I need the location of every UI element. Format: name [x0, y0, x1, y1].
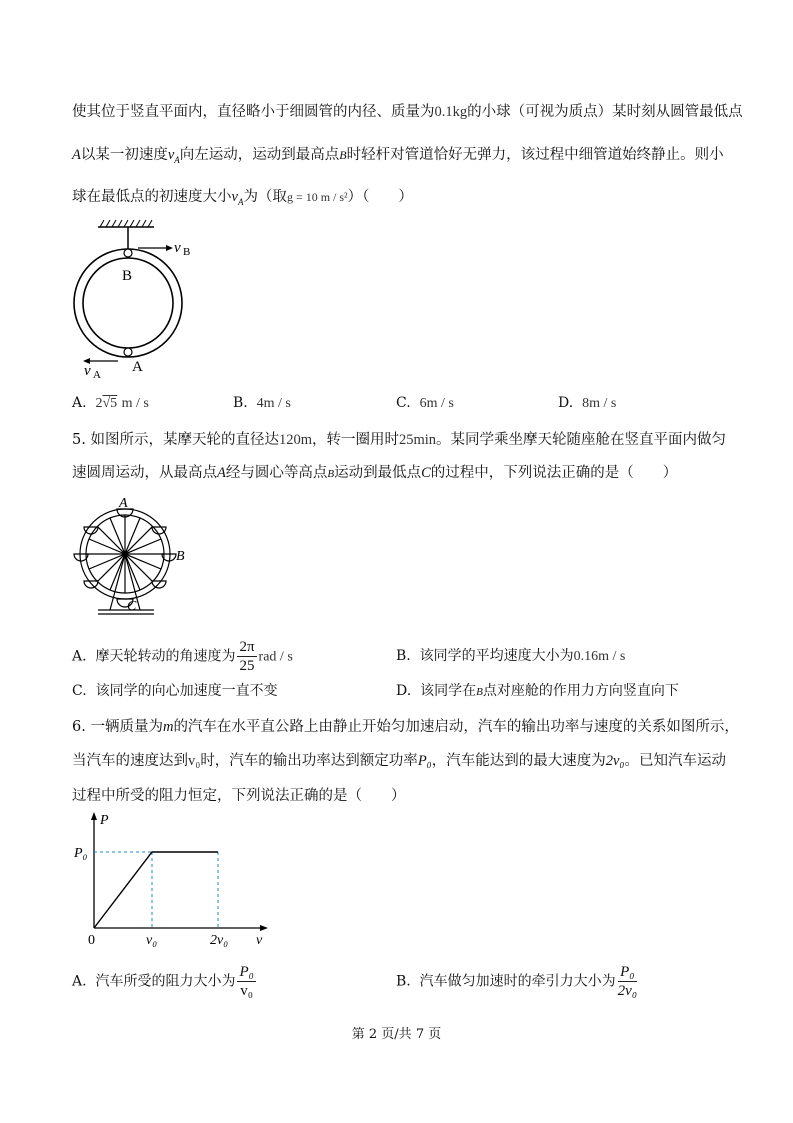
option-text: 8m / s: [582, 396, 617, 411]
text: 时，汽车的输出功率达到额定功率: [200, 753, 418, 769]
point-a: A: [72, 147, 81, 163]
option-text: 汽车所受的阻力大小为: [95, 973, 236, 990]
label-va: v: [84, 363, 91, 379]
q4-line-2: [72, 143, 724, 165]
label-a: A: [119, 496, 128, 511]
fraction: [618, 963, 637, 1000]
q5-line-2: [72, 461, 677, 482]
point-a: A: [217, 465, 226, 481]
option-letter: C.: [72, 683, 87, 699]
page-footer: 第 2 页/共 7 页: [351, 1027, 442, 1042]
q5-option-a[interactable]: [72, 638, 293, 675]
q5-option-c[interactable]: [72, 680, 278, 700]
option-letter: C.: [396, 395, 411, 411]
text: 为（取: [243, 189, 287, 205]
text: 以某一初速度: [80, 147, 168, 163]
text: 的过程中，下列说法正确的是（ ）: [430, 465, 678, 481]
text: 球在最低点的初速度大小: [72, 189, 232, 205]
numerator: P₀: [239, 964, 254, 980]
text: 5. 如图所示，某摩天轮的直径达: [72, 432, 279, 448]
numerator: 2π: [239, 639, 255, 655]
text: 经与圆心等高点: [225, 465, 328, 481]
option-text: 该同学在: [420, 683, 477, 699]
option-letter: B.: [396, 648, 411, 664]
numerator: P₀: [618, 963, 637, 982]
text: 的汽车在水平直公路上由静止开始匀加速启动，汽车的输出功率与速度的关系如图所示，: [173, 719, 739, 735]
power-curve: [94, 852, 218, 928]
sub: A: [174, 154, 180, 165]
velocity-va: v: [231, 189, 238, 205]
label-vb-sub: B: [183, 246, 191, 258]
sub: A: [237, 196, 244, 207]
point-b: B: [476, 686, 483, 698]
text: 。已知汽车运动: [624, 753, 726, 769]
diameter-value: 120m: [278, 432, 312, 448]
coef: 2: [95, 396, 103, 411]
text: 运动到最低点: [334, 465, 422, 481]
p0-symbol: P₀: [417, 753, 432, 769]
v0-symbol: v₀: [188, 753, 201, 769]
q4-ring-figure: [70, 215, 210, 385]
option-text: 该同学的向心加速度一直不变: [95, 683, 278, 699]
denominator: 2v₀: [617, 983, 638, 999]
text: ，汽车能达到的最大速度为: [431, 753, 606, 769]
text: 当汽车的速度达到: [72, 753, 188, 769]
label-c: C: [127, 599, 137, 614]
q4-line-1: [72, 100, 743, 121]
option-letter: A.: [72, 973, 87, 990]
text: 向左运动，运动到最高点: [179, 147, 340, 163]
q5-option-d[interactable]: [396, 680, 679, 700]
unit: rad / s: [258, 649, 293, 665]
option-letter: B.: [233, 395, 248, 411]
period-value: 25min: [398, 432, 437, 448]
q5-ferris-wheel-figure: [70, 492, 200, 622]
q4-line-3: [72, 185, 413, 207]
point-b: B: [339, 148, 347, 162]
text: 使其位于竖直平面内，直径略小于细圆管的内径、质量为: [72, 104, 435, 120]
option-letter: D.: [396, 683, 412, 699]
q6-option-b[interactable]: [396, 963, 639, 1000]
q5-option-b[interactable]: [396, 645, 625, 665]
q5-line-1: [72, 428, 726, 449]
q6-power-velocity-graph: [72, 810, 272, 950]
label-2v0: 2v₀: [210, 933, 229, 948]
q4-option-c[interactable]: [396, 395, 454, 412]
text: 的小球（可视为质点）某时刻从圆管最低点: [467, 104, 743, 120]
q4-option-b[interactable]: [233, 395, 291, 412]
text: 过程中所受的阻力恒定，下列说法正确的是（ ）: [72, 788, 406, 804]
label-p0: P₀: [74, 846, 88, 861]
option-text: 4m / s: [256, 396, 291, 411]
text: ，转一圈用时: [311, 432, 399, 448]
velocity-va: v: [167, 147, 175, 163]
label-a: A: [132, 359, 143, 375]
option-text: 摩天轮转动的角速度为: [95, 648, 236, 665]
point-c: C: [421, 465, 431, 481]
q6-option-a[interactable]: [72, 963, 258, 1000]
text: ）（ ）: [347, 189, 413, 205]
label-b: B: [122, 268, 133, 284]
max-speed-symbol: 2v₀: [605, 753, 625, 769]
gravity-value: g = 10 m / s²: [286, 190, 348, 204]
radicand: 5: [110, 396, 118, 411]
option-text: 该同学的平均速度大小为: [419, 648, 574, 664]
q6-line-2: [72, 749, 726, 770]
unit: m / s: [121, 396, 149, 411]
option-text: 汽车做匀加速时的牵引力大小为: [419, 973, 616, 990]
option-text: 点对座舱的作用力方向竖直向下: [482, 683, 679, 699]
option-letter: D.: [558, 395, 574, 411]
label-p: P: [100, 813, 109, 828]
label-v: v: [256, 933, 263, 948]
mass-value: 0.1kg: [434, 104, 468, 120]
fraction: [237, 638, 256, 675]
option-letter: A.: [72, 395, 87, 411]
text: 速圆周运动，从最高点: [72, 465, 217, 481]
denominator: 25: [239, 658, 255, 674]
label-origin: 0: [88, 933, 95, 948]
q6-line-3: [72, 784, 406, 805]
ball-a: [124, 348, 132, 356]
q4-option-a[interactable]: [72, 395, 149, 412]
label-v0: v₀: [146, 933, 158, 948]
fraction: [237, 963, 255, 1000]
label-va-sub: A: [93, 369, 101, 381]
denominator: v₀: [240, 983, 254, 999]
text: 。某同学乘坐摩天轮随座舱在竖直平面内做匀: [436, 432, 727, 448]
mass-symbol: m: [162, 719, 174, 735]
speed-value: 0.16m / s: [573, 649, 626, 664]
option-letter: B.: [396, 973, 411, 990]
q4-option-d[interactable]: [558, 395, 616, 412]
sqrt-icon: √5: [102, 396, 118, 411]
point-b: B: [327, 468, 335, 480]
text: 时轻杆对管道恰好无弹力，该过程中细管道始终静止。则小: [346, 147, 724, 163]
text: 6. 一辆质量为: [72, 719, 163, 735]
label-vb: v: [174, 240, 181, 256]
q6-line-1: [72, 715, 739, 736]
label-b: B: [176, 549, 185, 564]
ball-b: [124, 249, 132, 257]
option-text: 6m / s: [419, 396, 454, 411]
option-letter: A.: [72, 648, 87, 665]
